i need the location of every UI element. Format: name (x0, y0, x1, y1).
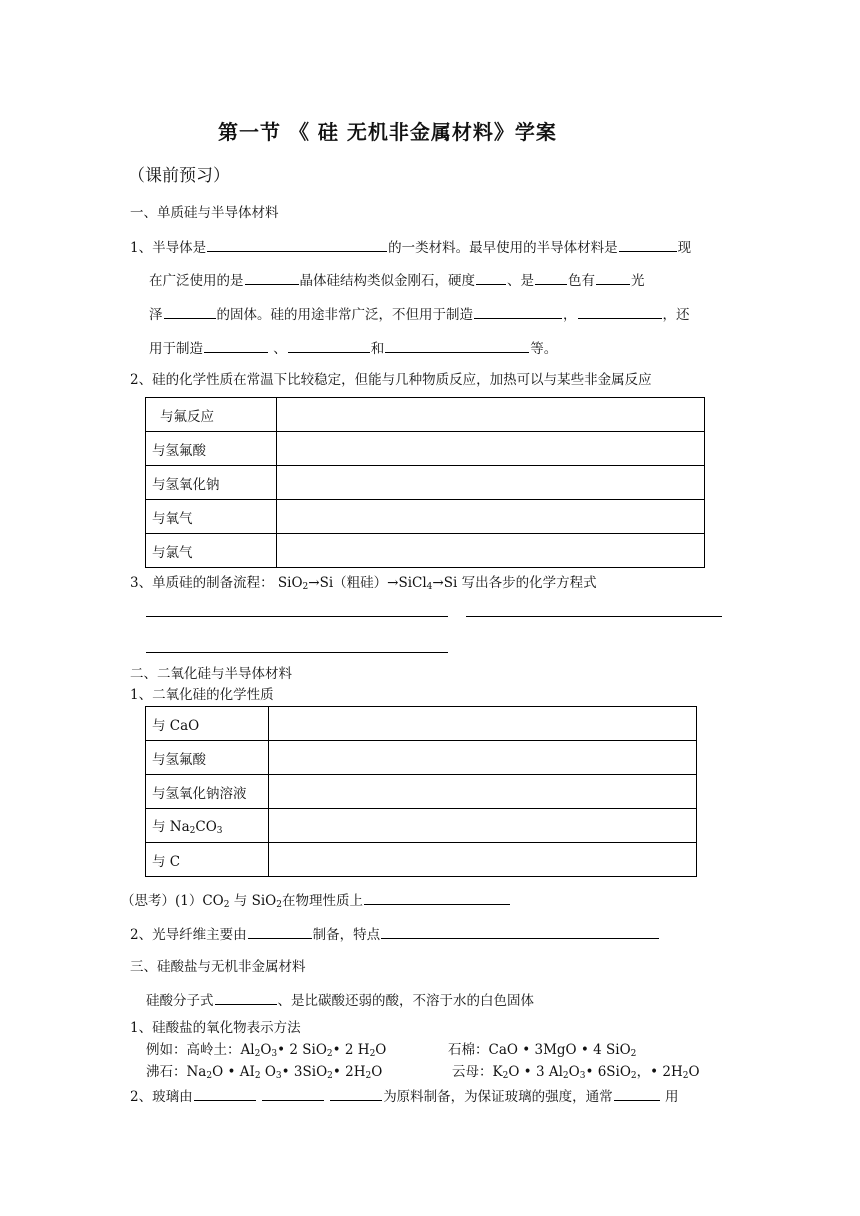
row-label: 与氯气 (146, 534, 277, 568)
subscript: 2 (302, 582, 309, 592)
row-label: 与氢氧化钠溶液 (146, 775, 269, 809)
s1-q1-line2 (149, 270, 645, 290)
answer-line[interactable] (466, 616, 722, 617)
answer-cell[interactable] (269, 707, 697, 741)
blank[interactable] (245, 270, 299, 285)
row-label: 与氧气 (146, 500, 277, 534)
subscript: 2 (254, 1049, 261, 1059)
blank[interactable] (288, 338, 370, 353)
blank[interactable] (204, 338, 268, 353)
subscript: 2 (223, 900, 230, 910)
s3-q2 (130, 1086, 678, 1106)
blank[interactable] (364, 890, 510, 905)
text: O (375, 1042, 387, 1058)
page-title: 第一节 《 硅 无机非金属材料》学案 (218, 120, 557, 144)
blank[interactable] (194, 1086, 256, 1101)
text: • 6SiO (585, 1064, 631, 1080)
subscript: 2 (630, 1071, 637, 1081)
table-row (146, 534, 705, 568)
table-row (146, 741, 697, 775)
text: →Si（粗硅）→SiCl (308, 575, 427, 591)
silicon-reaction-table (145, 397, 705, 568)
text: 、是比碳酸还弱的酸，不溶于水的白色固体 (277, 993, 534, 1009)
page-subtitle: （课前预习） (128, 166, 230, 186)
text: 制备，特点 (312, 927, 381, 943)
text: 用于制造 (149, 341, 203, 357)
subscript: 2 (254, 1071, 261, 1081)
example-kaolin (146, 1041, 386, 1063)
text: ，还 (662, 307, 690, 323)
answer-cell[interactable] (277, 398, 705, 432)
blank[interactable] (619, 237, 677, 252)
text: 硅酸分子式 (146, 993, 214, 1009)
text: 例如：高岭土：Al (146, 1042, 255, 1058)
blank[interactable] (578, 304, 662, 319)
text: • 3SiO (281, 1064, 328, 1080)
text: →Si 写出各步的化学方程式 (432, 575, 597, 591)
text: ，• 2H (636, 1064, 683, 1080)
answer-cell[interactable] (269, 843, 697, 877)
text: CO (195, 819, 217, 835)
blank[interactable] (381, 924, 659, 939)
blank[interactable] (476, 270, 506, 285)
section2-heading: 二、二氧化硅与半导体材料 (130, 666, 292, 682)
text: 光 (631, 273, 645, 289)
subscript: 2 (502, 1071, 509, 1081)
answer-cell[interactable] (269, 741, 697, 775)
s1-q1-line1 (130, 237, 691, 257)
text: O • AI (212, 1064, 255, 1080)
row-label (146, 809, 269, 843)
subscript: 2 (327, 1071, 333, 1081)
subscript: 2 (206, 1071, 213, 1081)
text: 等。 (530, 341, 558, 357)
text: O (568, 1064, 580, 1080)
text: 晶体硅结构类似金刚石，硬度 (299, 273, 475, 289)
text: • 2 SiO (277, 1042, 327, 1058)
subscript: 3 (271, 1049, 278, 1059)
table-row (146, 843, 697, 877)
s1-q2: 2、硅的化学性质在常温下比较稳定，但能与几种物质反应，加热可以与某些非金属反应 (130, 372, 652, 388)
text: 的一类材料。最早使用的半导体材料是 (388, 240, 618, 256)
text: （思考）(1）CO (121, 893, 224, 909)
subscript: 2 (326, 1049, 333, 1059)
blank[interactable] (596, 270, 630, 285)
blank[interactable] (385, 338, 529, 353)
text: 色有 (568, 273, 595, 289)
table-row (146, 432, 705, 466)
answer-cell[interactable] (269, 775, 697, 809)
example-asbestos (448, 1041, 636, 1063)
blank[interactable] (614, 1086, 660, 1101)
text: O (371, 1064, 383, 1080)
blank[interactable] (207, 237, 387, 252)
text: 、是 (507, 273, 534, 289)
text: ， (563, 307, 577, 323)
blank[interactable] (474, 304, 562, 319)
s2-q1: 1、二氧化硅的化学性质 (130, 687, 274, 703)
text: O (260, 1042, 272, 1058)
subscript: 3 (275, 1071, 282, 1081)
subscript: 2 (682, 1071, 689, 1081)
blank[interactable] (164, 304, 216, 319)
subscript: 2 (189, 826, 196, 836)
table-row (146, 775, 697, 809)
subscript: 3 (579, 1071, 586, 1081)
text: 石棉：CaO • 3MgO • 4 SiO (448, 1042, 631, 1058)
text: 为原料制备，为保证玻璃的强度，通常 (383, 1089, 613, 1105)
text: 在物理性质上 (281, 893, 363, 909)
text: 现 (677, 240, 692, 256)
section1-heading: 一、单质硅与半导体材料 (130, 205, 279, 221)
silica-property-table (145, 706, 697, 877)
answer-cell[interactable] (277, 432, 705, 466)
text: 用 (664, 1089, 679, 1105)
answer-cell[interactable] (277, 466, 705, 500)
answer-line[interactable] (146, 652, 448, 653)
s2-q2 (130, 924, 660, 944)
subscript: 3 (216, 826, 223, 836)
text: 1、半导体是 (130, 240, 207, 256)
blank[interactable] (535, 270, 567, 285)
answer-cell[interactable] (277, 534, 705, 568)
text: 2、玻璃由 (130, 1089, 193, 1105)
table-row (146, 707, 697, 741)
table-row (146, 466, 705, 500)
answer-cell[interactable] (269, 809, 697, 843)
table-row (146, 398, 705, 432)
think-question (121, 890, 511, 914)
row-label: 与氢氧化钠 (146, 466, 277, 500)
s1-q1-line4 (149, 338, 557, 358)
text: O • 3 Al (508, 1064, 563, 1080)
subscript: 2 (562, 1071, 569, 1081)
subscript: 2 (630, 1049, 637, 1059)
s1-q3 (130, 574, 597, 596)
subscript: 2 (365, 1071, 372, 1081)
row-label: 与 C (146, 843, 269, 877)
answer-cell[interactable] (277, 500, 705, 534)
row-label: 与氢氟酸 (146, 741, 269, 775)
blank[interactable] (215, 990, 277, 1005)
text: • 2 H (332, 1042, 370, 1058)
text: • 2H (332, 1064, 366, 1080)
subscript: 2 (276, 900, 282, 910)
s1-q1-line3 (149, 304, 690, 324)
row-label: 与氢氟酸 (146, 432, 277, 466)
text: 在广泛使用的是 (149, 273, 244, 289)
text: 和 (370, 341, 385, 357)
text: 与 SiO (233, 893, 277, 909)
section3-heading: 三、硅酸盐与无机非金属材料 (130, 959, 306, 975)
text: SiO (277, 575, 303, 591)
subscript: 2 (369, 1049, 376, 1059)
s3-q1: 1、硅酸盐的氧化物表示方法 (130, 1020, 301, 1036)
text: 3、单质硅的制备流程： (130, 575, 274, 591)
text: O (264, 1064, 276, 1080)
example-zeolite (146, 1063, 382, 1085)
table-row (146, 500, 705, 534)
blank[interactable] (248, 924, 312, 939)
text: 的固体。硅的用途非常广泛，不但用于制造 (216, 307, 473, 323)
text: 、 (273, 341, 287, 357)
text: 2、光导纤维主要由 (130, 927, 247, 943)
text: 沸石：Na (146, 1064, 207, 1080)
blank[interactable] (262, 1086, 324, 1101)
text: 云母：K (452, 1064, 503, 1080)
text: 与 Na (152, 819, 190, 835)
row-label: 与氟反应 (146, 398, 277, 432)
row-label: 与 CaO (146, 707, 269, 741)
subscript: 4 (426, 582, 433, 592)
answer-line[interactable] (146, 616, 448, 617)
table-row (146, 809, 697, 843)
text: 泽 (149, 307, 163, 323)
text: O (688, 1064, 700, 1080)
blank[interactable] (330, 1086, 382, 1101)
silicic-acid-line (146, 990, 534, 1010)
example-mica (452, 1063, 700, 1085)
